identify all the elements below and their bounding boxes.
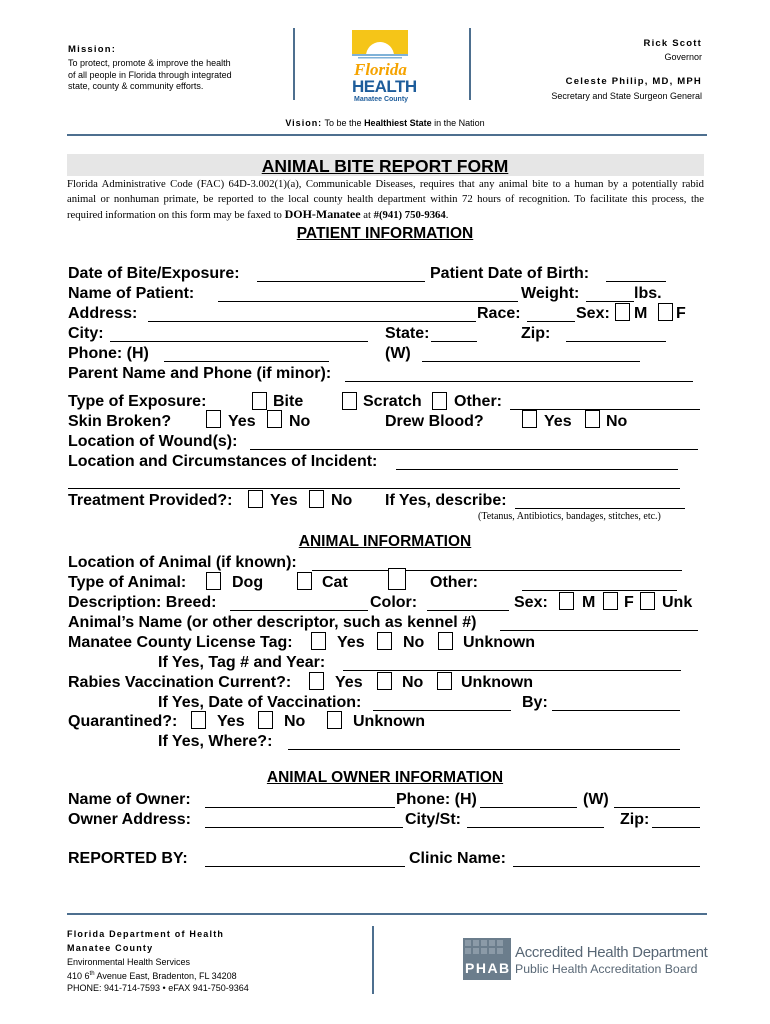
phone-h-field[interactable] xyxy=(164,361,329,362)
animal-sex-m-checkbox[interactable] xyxy=(559,592,574,610)
blood-yes-label: Yes xyxy=(544,413,572,430)
tag-unknown-label: Unknown xyxy=(463,634,535,651)
owner-zip-label: Zip: xyxy=(620,811,650,828)
tag-unknown-checkbox[interactable] xyxy=(438,632,453,650)
circumstances-label: Location and Circumstances of Incident: xyxy=(68,453,378,470)
surgeon-title: Secretary and State Surgeon General xyxy=(551,91,702,101)
owner-city-label: City/St: xyxy=(405,811,461,828)
parent-field[interactable] xyxy=(345,381,693,382)
footer-address: 410 6th Avenue East, Bradenton, FL 34208 xyxy=(67,971,237,981)
date-of-bite-field[interactable] xyxy=(257,281,425,282)
owner-phone-label: Phone: (H) xyxy=(396,791,477,808)
treatment-yes-label: Yes xyxy=(270,492,298,509)
animal-m-label: M xyxy=(582,594,596,611)
phab-line1: Accredited Health Department xyxy=(515,944,708,961)
footer-dept: Florida Department of Health xyxy=(67,929,225,939)
describe-field[interactable] xyxy=(515,508,685,509)
dog-label: Dog xyxy=(232,574,264,591)
phab-line2: Public Health Accreditation Board xyxy=(515,962,698,976)
owner-city-field[interactable] xyxy=(467,827,604,828)
tag-no-checkbox[interactable] xyxy=(377,632,392,650)
vacc-date-field[interactable] xyxy=(373,710,511,711)
footer-service: Environmental Health Services xyxy=(67,957,191,967)
logo-health-text: HEALTH xyxy=(352,77,417,96)
zip-field[interactable] xyxy=(566,341,666,342)
quar-unknown-checkbox[interactable] xyxy=(327,711,342,729)
scratch-checkbox[interactable] xyxy=(342,392,357,410)
address-label: Address: xyxy=(68,305,138,322)
phone-h-label: Phone: (H) xyxy=(68,345,149,362)
clinic-name-label: Clinic Name: xyxy=(409,850,506,867)
mission-text: To protect, promote & improve the health of all people in Florida through integrated state, county & community efforts. xyxy=(68,58,232,91)
treatment-label: Treatment Provided?: xyxy=(68,492,233,509)
cat-checkbox[interactable] xyxy=(297,572,312,590)
cat-label: Cat xyxy=(322,574,348,591)
rabies-yes-checkbox[interactable] xyxy=(309,672,324,690)
state-field[interactable] xyxy=(431,341,477,342)
reported-by-field[interactable] xyxy=(205,866,405,867)
exposure-other-label: Other: xyxy=(454,393,502,410)
phab-letters: PHAB xyxy=(465,960,511,976)
form-intro: Florida Administrative Code (FAC) 64D-3.002(1)(a), Communicable Diseases, requires that any animal bite to a human by a potentially rabid animal or nonhuman primate, be reported to the local county health department within 72 hours of recognition. To facilitate this process, the required information on this form may be faxed to DOH-Manatee at #(941) 750-9364. xyxy=(67,178,704,221)
by-label: By: xyxy=(522,694,548,711)
tag-year-label: If Yes, Tag # and Year: xyxy=(158,654,326,671)
scratch-label: Scratch xyxy=(363,393,422,410)
sex-label: Sex: xyxy=(576,305,610,322)
zip-label: Zip: xyxy=(521,325,551,342)
exposure-label: Type of Exposure: xyxy=(68,393,207,410)
skin-no-label: No xyxy=(289,413,311,430)
lbs-label: lbs. xyxy=(634,285,662,302)
rabies-no-label: No xyxy=(402,674,424,691)
patient-heading: PATIENT INFORMATION xyxy=(296,225,474,242)
vision-text-bold: Healthiest State xyxy=(364,118,432,128)
color-label: Color: xyxy=(370,594,418,611)
treatment-yes-checkbox[interactable] xyxy=(248,490,263,508)
quar-yes-label: Yes xyxy=(217,713,245,730)
owner-w-label: (W) xyxy=(583,791,609,808)
phone-w-field[interactable] xyxy=(422,361,640,362)
tag-year-field[interactable] xyxy=(343,670,681,671)
city-label: City: xyxy=(68,325,104,342)
bite-checkbox[interactable] xyxy=(252,392,267,410)
header-divider-right xyxy=(469,28,471,100)
footer-phone: PHONE: 941-714-7593 • eFAX 941-750-9364 xyxy=(67,983,249,993)
race-field[interactable] xyxy=(527,321,575,322)
animal-unk-label: Unk xyxy=(662,594,693,611)
vision-text-1: To be the xyxy=(322,118,365,128)
license-tag-label: Manatee County License Tag: xyxy=(68,634,293,651)
footer-county: Manatee County xyxy=(67,943,154,953)
governor-block xyxy=(644,38,702,64)
circumstances-field[interactable] xyxy=(396,469,678,470)
animal-other-field[interactable] xyxy=(522,590,677,591)
governor-title: Governor xyxy=(664,52,702,62)
rabies-yes-label: Yes xyxy=(335,674,363,691)
treatment-note: (Tetanus, Antibiotics, bandages, stitches, etc.) xyxy=(478,511,661,522)
skin-broken-label: Skin Broken? xyxy=(68,413,172,430)
header-divider-left xyxy=(293,28,295,100)
animal-heading: ANIMAL INFORMATION xyxy=(298,533,472,550)
owner-address-label: Owner Address: xyxy=(68,811,191,828)
city-field[interactable] xyxy=(110,341,368,342)
patient-name-field[interactable] xyxy=(218,301,518,302)
by-field[interactable] xyxy=(552,710,680,711)
breed-field[interactable] xyxy=(230,610,368,611)
treatment-no-checkbox[interactable] xyxy=(309,490,324,508)
footer-contact xyxy=(67,928,249,994)
animal-location-label: Location of Animal (if known): xyxy=(68,554,297,571)
parent-label: Parent Name and Phone (if minor): xyxy=(68,365,332,382)
blood-no-checkbox[interactable] xyxy=(585,410,600,428)
dog-checkbox[interactable] xyxy=(206,572,221,590)
exposure-other-field[interactable] xyxy=(510,409,700,410)
form-title: ANIMAL BITE REPORT FORM xyxy=(261,156,509,176)
rabies-unknown-label: Unknown xyxy=(461,674,533,691)
mission-label: Mission: xyxy=(68,44,117,55)
skin-yes-checkbox[interactable] xyxy=(206,410,221,428)
patient-name-label: Name of Patient: xyxy=(68,285,195,302)
animal-name-field[interactable] xyxy=(500,630,698,631)
animal-sex-unk-checkbox[interactable] xyxy=(640,592,655,610)
tag-yes-checkbox[interactable] xyxy=(311,632,326,650)
circumstances-field-2[interactable] xyxy=(68,488,680,489)
clinic-name-field[interactable] xyxy=(513,866,700,867)
footer-divider xyxy=(372,926,374,994)
vision-line xyxy=(0,118,770,128)
owner-phone-w-field[interactable] xyxy=(614,807,700,808)
patient-sex-f-checkbox[interactable] xyxy=(658,303,673,321)
vacc-date-label: If Yes, Date of Vaccination: xyxy=(158,694,362,711)
quarantined-label: Quarantined?: xyxy=(68,713,178,730)
wound-label: Location of Wound(s): xyxy=(68,433,238,450)
skin-no-checkbox[interactable] xyxy=(267,410,282,428)
florida-health-logo xyxy=(350,30,417,106)
animal-type-label: Type of Animal: xyxy=(68,574,187,591)
rabies-no-checkbox[interactable] xyxy=(377,672,392,690)
rabies-label: Rabies Vaccination Current?: xyxy=(68,674,292,691)
tag-no-label: No xyxy=(403,634,425,651)
address-field[interactable] xyxy=(148,321,476,322)
dob-label: Patient Date of Birth: xyxy=(430,265,590,282)
rabies-unknown-checkbox[interactable] xyxy=(437,672,452,690)
treatment-no-label: No xyxy=(331,492,353,509)
skin-yes-label: Yes xyxy=(228,413,256,430)
phone-w-label: (W) xyxy=(385,345,411,362)
weight-field[interactable] xyxy=(586,301,634,302)
vision-text-2: in the Nation xyxy=(431,118,485,128)
header-rule xyxy=(67,134,707,136)
owner-address-field[interactable] xyxy=(205,827,403,828)
blood-no-label: No xyxy=(606,413,628,430)
weight-label: Weight: xyxy=(521,285,580,302)
state-label: State: xyxy=(385,325,430,342)
animal-f-label: F xyxy=(624,594,634,611)
footer-rule xyxy=(67,913,707,915)
patient-sex-m-checkbox[interactable] xyxy=(615,303,630,321)
dob-field[interactable] xyxy=(606,281,666,282)
vision-label: Vision: xyxy=(285,118,323,128)
quar-unknown-label: Unknown xyxy=(353,713,425,730)
exposure-other-checkbox[interactable] xyxy=(432,392,447,410)
animal-sex-f-checkbox[interactable] xyxy=(603,592,618,610)
animal-name-label: Animal’s Name (or other descriptor, such as kennel #) xyxy=(68,614,477,631)
quar-yes-checkbox[interactable] xyxy=(191,711,206,729)
where-field[interactable] xyxy=(288,749,680,750)
reported-by-label: REPORTED BY: xyxy=(68,850,188,867)
owner-zip-field[interactable] xyxy=(652,827,700,828)
animal-location-field[interactable] xyxy=(312,570,682,571)
surgeon-block xyxy=(551,76,702,103)
animal-other-label: Other: xyxy=(430,574,478,591)
governor-name: Rick Scott xyxy=(643,38,702,49)
animal-other-checkbox[interactable] xyxy=(388,568,406,590)
describe-label: If Yes, describe: xyxy=(385,492,507,509)
breed-label: Description: Breed: xyxy=(68,594,217,611)
where-label: If Yes, Where?: xyxy=(158,733,273,750)
f-label: F xyxy=(676,305,686,322)
owner-name-label: Name of Owner: xyxy=(68,791,191,808)
owner-heading: ANIMAL OWNER INFORMATION xyxy=(266,769,504,786)
animal-sex-label: Sex: xyxy=(514,594,548,611)
owner-phone-h-field[interactable] xyxy=(480,807,577,808)
surgeon-name: Celeste Philip, MD, MPH xyxy=(565,76,702,87)
drew-blood-label: Drew Blood? xyxy=(385,413,484,430)
bite-label: Bite xyxy=(273,393,304,410)
race-label: Race: xyxy=(477,305,521,322)
quar-no-label: No xyxy=(284,713,306,730)
date-of-bite-label: Date of Bite/Exposure: xyxy=(68,265,240,282)
wound-field[interactable] xyxy=(250,449,698,450)
logo-county-text: Manatee County xyxy=(354,96,409,103)
blood-yes-checkbox[interactable] xyxy=(522,410,537,428)
quar-no-checkbox[interactable] xyxy=(258,711,273,729)
tag-yes-label: Yes xyxy=(337,634,365,651)
color-field[interactable] xyxy=(427,610,509,611)
phab-logo xyxy=(463,938,708,980)
m-label: M xyxy=(634,305,648,322)
logo-florida-text: Florida xyxy=(354,60,407,79)
owner-name-field[interactable] xyxy=(205,807,395,808)
